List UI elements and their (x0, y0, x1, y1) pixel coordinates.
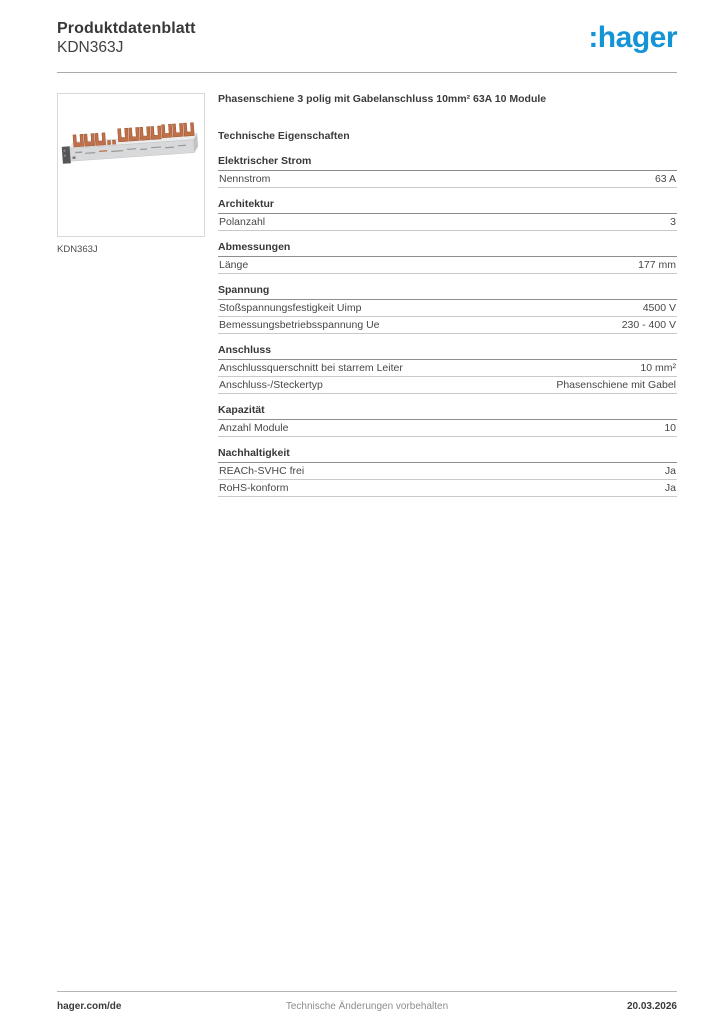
product-image (57, 93, 205, 237)
header-divider (57, 72, 677, 73)
technical-properties-heading: Technische Eigenschaften (218, 130, 350, 142)
header (57, 19, 677, 57)
spec-section-title: Nachhaltigkeit (218, 448, 677, 463)
spec-rows (218, 420, 677, 437)
spec-label: Polanzahl (219, 216, 266, 228)
spec-rows (218, 171, 677, 188)
spec-section-title: Spannung (218, 285, 677, 300)
busbar-illustration (58, 94, 204, 236)
spec-row (218, 214, 677, 231)
spec-label: Länge (219, 259, 249, 271)
spec-rows (218, 214, 677, 231)
spec-section (218, 285, 677, 334)
spec-value: 3 (670, 216, 676, 228)
spec-section-title: Anschluss (218, 345, 677, 360)
spec-value: Ja (664, 482, 676, 494)
spec-label: Anschluss-/Steckertyp (219, 379, 323, 391)
spec-sections (218, 156, 677, 497)
footer-notice: Technische Änderungen vorbehalten (285, 1001, 449, 1012)
spec-value: 4500 V (642, 302, 676, 314)
spec-row (218, 480, 677, 497)
spec-label: Stoßspannungsfestigkeit Uimp (219, 302, 362, 314)
spec-value: Phasenschiene mit Gabel (556, 379, 676, 391)
spec-row (218, 377, 677, 394)
footer (57, 991, 677, 1012)
spec-section (218, 448, 677, 497)
doc-type-title: Produktdatenblatt (57, 20, 196, 37)
spec-row (218, 420, 677, 437)
spec-section-title: Kapazität (218, 405, 677, 420)
spec-value: 63 A (654, 173, 676, 185)
spec-section (218, 199, 677, 231)
product-title: Phasenschiene 3 polig mit Gabelanschluss 10mm² 63A 10 Module (218, 93, 547, 105)
spec-row (218, 360, 677, 377)
spec-value: Ja (664, 465, 676, 477)
spec-rows (218, 360, 677, 394)
spec-section-title: Abmessungen (218, 242, 677, 257)
spec-label: RoHS-konform (219, 482, 289, 494)
spec-row (218, 300, 677, 317)
spec-row (218, 171, 677, 188)
spec-section (218, 405, 677, 437)
spec-section (218, 242, 677, 274)
spec-value: 10 (664, 422, 676, 434)
spec-rows (218, 300, 677, 334)
footer-website-link[interactable]: hager.com/de (57, 1001, 122, 1012)
product-reference: KDN363J (57, 39, 124, 56)
footer-date: 20.03.2026 (626, 1001, 677, 1012)
busbar-endcap (62, 146, 71, 164)
spec-row (218, 463, 677, 480)
spec-label: Bemessungsbetriebsspannung Ue (219, 319, 380, 331)
spec-rows (218, 257, 677, 274)
product-image-column (57, 93, 205, 255)
spec-rows (218, 463, 677, 497)
spec-label: Anschlussquerschnitt bei starrem Leiter (219, 362, 403, 374)
spec-value: 10 mm² (640, 362, 676, 374)
spec-value: 177 mm (638, 259, 676, 271)
spec-label: Nennstrom (219, 173, 271, 185)
spec-section-title: Elektrischer Strom (218, 156, 677, 171)
spec-section (218, 156, 677, 188)
spec-section (218, 345, 677, 394)
spec-row (218, 257, 677, 274)
spec-column (218, 93, 677, 508)
spec-label: Anzahl Module (219, 422, 289, 434)
hager-logo: :hager (588, 21, 677, 54)
product-image-caption: KDN363J (57, 244, 98, 255)
spec-label: REACh-SVHC frei (219, 465, 305, 477)
spec-row (218, 317, 677, 334)
spec-section-title: Architektur (218, 199, 677, 214)
spec-value: 230 - 400 V (621, 319, 676, 331)
